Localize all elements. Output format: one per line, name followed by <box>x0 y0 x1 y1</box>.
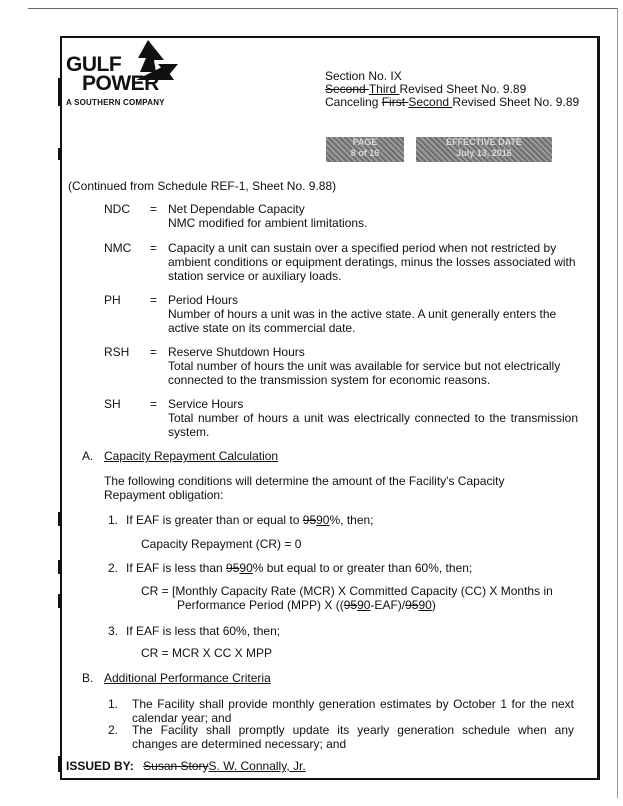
canceling-rest: Revised Sheet No. 9.89 <box>452 95 580 109</box>
definition-equals: = <box>150 345 158 359</box>
definition-equals: = <box>150 397 158 411</box>
condition-2-formula-line2 <box>177 598 436 612</box>
logo-word-gulf: GULF <box>66 53 122 76</box>
canceling-sheet <box>325 95 579 109</box>
formula-part: -EAF)/ <box>370 598 406 612</box>
revised-sheet <box>325 82 526 96</box>
issued-by-label: ISSUED BY: <box>66 759 134 773</box>
definition-term: Reserve Shutdown Hours <box>168 345 305 359</box>
section-a-intro: The following conditions will determine the amount of the Facility's Capacity Repayment obligation: <box>104 474 505 502</box>
definition-term: Service Hours <box>168 397 244 411</box>
definition-term: Period Hours <box>168 293 239 307</box>
definition-abbr: NMC <box>104 241 132 255</box>
page-stamp-value: 8 of 16 <box>350 148 380 158</box>
canceling-prefix: Canceling <box>325 95 382 109</box>
definition-desc: NMC modified for ambient limitations. <box>168 216 368 230</box>
issued-by-new-name: S. W. Connally, Jr. <box>208 759 306 773</box>
change-bar <box>58 756 60 772</box>
section-b-title: Additional Performance Criteria <box>104 671 271 685</box>
formula-old-value: 95 <box>343 598 358 612</box>
definition-desc: Capacity a unit can sustain over a specified period when not restricted by ambient conditions or equipment deratings, minus the losses associated with station service or auxiliary loads. <box>168 241 576 283</box>
formula-new-value: 90 <box>418 598 432 612</box>
condition-2-new-value: 90 <box>239 561 253 575</box>
condition-2-old-value: 95 <box>226 561 240 575</box>
definition-equals: = <box>150 202 158 216</box>
canceling-new: Second <box>408 95 453 109</box>
condition-3-formula: CR = MCR X CC X MPP <box>141 646 273 660</box>
condition-3-number: 3. <box>108 624 119 638</box>
page-top-rule <box>28 8 618 9</box>
condition-2-number: 2. <box>108 561 119 575</box>
definition-desc: Total number of hours the unit was available for service but not electrically connected to the transmission system for economic reasons. <box>168 359 561 387</box>
section-number: Section No. IX <box>325 69 402 83</box>
criteria-1-text: The Facility shall provide monthly generation estimates by October 1 for the next calendar year; and <box>132 697 574 725</box>
definition-term: Net Dependable Capacity <box>168 202 305 216</box>
formula-part: ) <box>431 598 436 612</box>
effective-date-stamp <box>416 137 552 162</box>
condition-3-text: If EAF is less that 60%, then; <box>126 624 281 638</box>
page-stamp <box>326 137 404 162</box>
revision-rest: Revised Sheet No. 9.89 <box>399 82 527 96</box>
page-right-rule <box>617 8 618 798</box>
definition-desc: Number of hours a unit was in the active state. A unit generally enters the active state on its commercial date. <box>168 307 557 335</box>
definition-abbr: SH <box>104 397 121 411</box>
issued-by-old-name: Susan Story <box>143 759 209 773</box>
criteria-2-number: 2. <box>108 723 119 737</box>
condition-1-pre: If EAF is greater than or equal to <box>126 513 303 527</box>
definition-body <box>168 397 578 439</box>
continued-note: (Continued from Schedule REF-1, Sheet No. 9.88) <box>68 179 337 193</box>
condition-1-new-value: 90 <box>316 513 330 527</box>
definition-abbr: PH <box>104 293 121 307</box>
condition-1-formula: Capacity Repayment (CR) = 0 <box>141 537 302 551</box>
page-stamp-label: PAGE <box>352 137 378 147</box>
change-bar <box>58 594 60 608</box>
section-b-letter: B. <box>82 671 94 685</box>
definition-equals: = <box>150 293 158 307</box>
formula-new-value: 90 <box>357 598 371 612</box>
condition-2-post: % but equal to or greater than 60%, then; <box>252 561 473 575</box>
change-bar <box>58 78 60 106</box>
condition-2-pre: If EAF is less than <box>126 561 227 575</box>
formula-old-value: 95 <box>405 598 419 612</box>
effective-date-label: EFFECTIVE DATE <box>446 137 522 147</box>
change-bar <box>58 512 60 526</box>
definition-desc: Total number of hours a unit was electrically connected to the transmission system. <box>168 411 578 439</box>
definition-body <box>168 241 578 283</box>
definition-equals: = <box>150 241 158 255</box>
definition-body <box>168 345 578 387</box>
definition-body <box>168 293 578 335</box>
section-a-title: Capacity Repayment Calculation <box>104 449 279 463</box>
condition-1-old-value: 95 <box>302 513 317 527</box>
condition-2-text <box>126 561 472 575</box>
effective-date-value: July 13, 2016 <box>456 148 512 158</box>
section-a-letter: A. <box>82 449 94 463</box>
issued-by <box>66 759 306 773</box>
definition-abbr: RSH <box>104 345 130 359</box>
definition-abbr: NDC <box>104 202 130 216</box>
criteria-1-number: 1. <box>108 697 119 711</box>
revision-new: Third <box>368 82 400 96</box>
change-bar <box>58 148 60 160</box>
company-logo <box>66 40 186 110</box>
formula-part: Performance Period (MPP) X (( <box>177 598 344 612</box>
criteria-2-text: The Facility shall promptly update its yearly generation schedule when any changes are determined necessary; and <box>132 723 574 751</box>
logo-tagline: A SOUTHERN COMPANY <box>66 98 165 107</box>
condition-2-formula-line1: CR = [Monthly Capacity Rate (MCR) X Committed Capacity (CC) X Months in <box>141 584 553 598</box>
canceling-struck: First <box>381 95 409 109</box>
logo-word-power: POWER <box>82 72 159 95</box>
condition-1-text <box>126 513 374 527</box>
revision-struck: Second <box>325 82 369 96</box>
change-bar <box>58 560 60 574</box>
condition-1-number: 1. <box>108 513 119 527</box>
definition-body <box>168 202 578 230</box>
condition-1-post: %, then; <box>329 513 374 527</box>
